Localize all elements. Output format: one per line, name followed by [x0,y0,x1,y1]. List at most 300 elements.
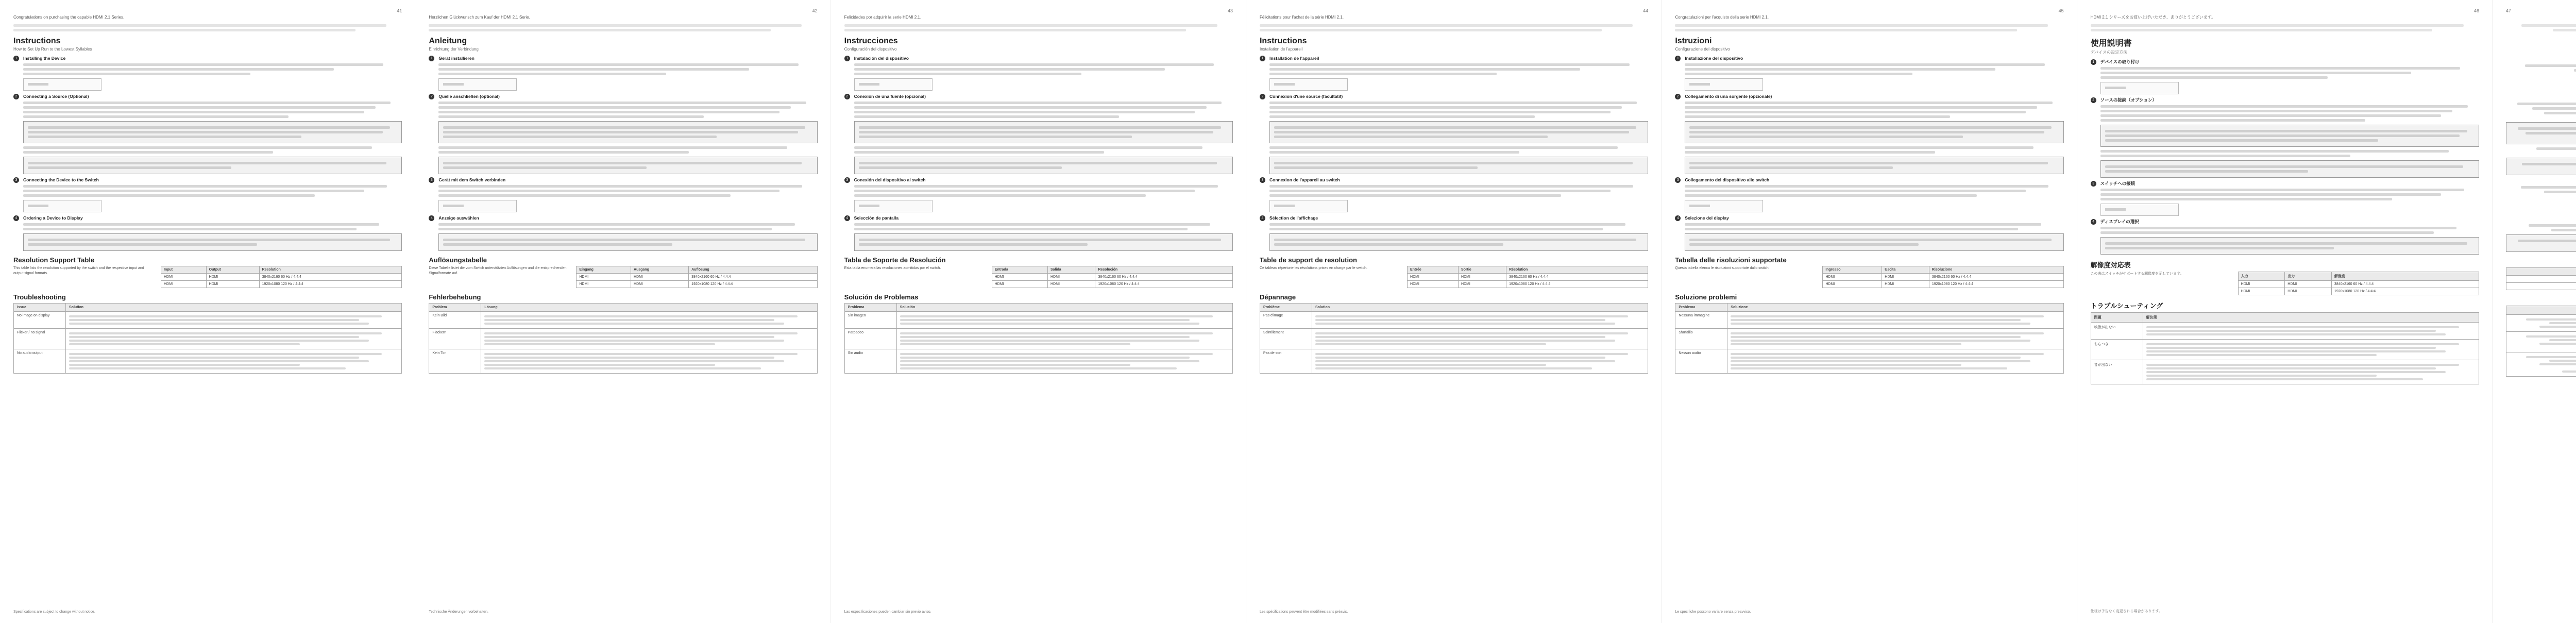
step-title: Installing the Device [23,56,66,61]
solution-cell [481,349,817,374]
note-box [1685,121,2063,143]
troubleshooting-body [2091,323,2479,384]
troubleshooting-row [2506,352,2576,377]
step-number: 3 [2091,181,2096,187]
step-block [1675,94,2063,174]
troubleshooting-column-header: Problème [1260,304,1312,312]
issue-cell: Sin imagen [844,312,896,329]
illustration [854,200,933,212]
step-number: 1 [13,56,19,61]
resolution-column-header: Eingang [577,266,631,274]
resolution-table [992,266,1233,288]
issue-cell: Flackern [429,329,481,349]
troubleshooting-body [844,312,1232,374]
step-block [1675,215,2063,251]
solution-cell [2506,332,2576,352]
step-number: 3 [13,177,19,183]
troubleshooting-row [429,329,817,349]
resolution-cell: HDMI [2238,288,2285,295]
step-block [844,177,1233,212]
page-footer: Le specifiche possono variare senza preavviso. [1675,610,1751,614]
troubleshooting-row [429,349,817,374]
resolution-description: This table lists the resolution supported by the switch and the respective input and output signal formats. [13,266,144,275]
resolution-table [1407,266,1648,288]
troubleshooting-heading [2506,295,2576,304]
resolution-header-row [992,266,1232,274]
resolution-cell: 3840x2160 60 Hz / 4:4:4 [689,274,818,281]
resolution-cell: HDMI [577,281,631,288]
troubleshooting-column-header: 問題 [2091,313,2143,323]
resolution-column-header: 出力 [2285,272,2332,281]
step-block [2506,57,2576,92]
issue-cell: Nessun audio [1675,349,1727,374]
note-box [1685,157,2063,174]
resolution-column-header: Risoluzione [1929,266,2063,274]
resolution-cell: HDMI [206,281,259,288]
step-block [13,215,402,251]
resolution-column-header: Resolution [259,266,402,274]
step-number: 1 [2091,59,2096,65]
illustration [1269,78,1348,91]
troubleshooting-row [1675,349,2063,374]
step-number: 4 [1675,215,1681,221]
page-footer: Technische Änderungen vorbehalten. [429,610,488,614]
resolution-cell: HDMI [577,274,631,281]
solution-cell [481,312,817,329]
manual-page [1662,0,2077,623]
instructions-heading: Instrucciones [844,37,898,45]
resolution-cell: 3840x2160 60 Hz / 4:4:4 [259,274,402,281]
manual-page [831,0,1246,623]
troubleshooting-body [1675,312,2063,374]
resolution-cell: HDMI [1048,274,1095,281]
troubleshooting-table [2091,312,2479,384]
resolution-cell: HDMI [1458,274,1506,281]
resolution-header-row [2238,272,2479,281]
intro-body [1260,24,1648,31]
step-block [429,177,817,212]
resolution-row [577,281,817,288]
resolution-cell [2506,283,2576,290]
resolution-heading [2506,257,2576,265]
page-number: 46 [2473,8,2479,13]
intro-text: Félicitations pour l'achat de la série HDMI 2.1. [1259,15,1344,20]
step-number: 4 [2091,219,2096,225]
troubleshooting-row [2506,332,2576,352]
resolution-cell: HDMI [1407,281,1458,288]
troubleshooting-header-row [2506,306,2576,315]
resolution-column-header: Auflösung [689,266,818,274]
instructions-subheading: How to Set Up Run to the Lowest Syllables [13,47,92,52]
step-title: Selezione del display [1685,215,1729,221]
issue-cell: ちらつき [2091,340,2143,360]
resolution-body [2238,281,2479,295]
note-box [23,233,402,251]
step-title: Connexion de l'appareil au switch [1269,177,1340,182]
note-box [854,233,1233,251]
resolution-cell: 1920x1080 120 Hz / 4:4:4 [259,281,402,288]
resolution-cell: HDMI [992,281,1047,288]
issue-cell: No image on display [14,312,66,329]
illustration [1685,200,1763,212]
step-title: Gerät mit dem Switch verbinden [438,177,506,182]
resolution-cell: HDMI [1882,281,1929,288]
issue-cell: No audio output [14,349,66,374]
troubleshooting-row [14,329,402,349]
step-block [1260,94,1648,174]
resolution-cell: HDMI [1048,281,1095,288]
instructions-heading: Istruzioni [1675,37,1712,45]
step-block [13,56,402,91]
note-box [1269,233,1648,251]
instructions-subheading: デバイスの設定方法 [2090,50,2128,55]
issue-cell: Nessuna immagine [1675,312,1727,329]
solution-cell [481,329,817,349]
step-block [2506,95,2576,175]
step-number: 1 [1260,56,1265,61]
intro-body [13,24,402,31]
instructions-subheading: Configurazione del dispositivo [1675,47,1730,52]
resolution-row [2506,276,2576,283]
manual-page [1246,0,1662,623]
resolution-description: Diese Tabelle listet die vom Switch unterstützten Auflösungen und die entsprechenden Signalformate auf. [429,266,567,275]
troubleshooting-header-row [1260,304,1648,312]
issue-cell: Flicker / no signal [14,329,66,349]
note-box [2100,125,2479,147]
step-block [429,94,817,174]
troubleshooting-row [2506,315,2576,332]
instructions-heading: Instructions [13,37,61,45]
intro-text: Herzlichen Glückwunsch zum Kauf der HDMI 2.1 Serie. [429,15,530,20]
step-block [844,56,1233,91]
step-title: Selección de pantalla [854,215,899,221]
resolution-cell: HDMI [1882,274,1929,281]
issue-cell: Parpadeo [844,329,896,349]
step-block [1260,177,1648,212]
troubleshooting-header-row [1675,304,2063,312]
resolution-cell: HDMI [1458,281,1506,288]
solution-cell [2506,315,2576,332]
illustration [23,78,101,91]
resolution-table [2506,267,2576,290]
troubleshooting-heading: Solución de Problemas [844,293,919,301]
step-number: 4 [1260,215,1265,221]
step-title: Ordering a Device to Display [23,215,83,221]
troubleshooting-heading: Troubleshooting [13,293,66,301]
troubleshooting-row [1675,312,2063,329]
resolution-header-row [1407,266,1648,274]
step-number: 4 [429,215,434,221]
resolution-body [992,274,1232,288]
resolution-header-row [161,266,402,274]
resolution-column-header: Output [206,266,259,274]
page-footer: 仕様は予告なく変更される場合があります。 [2090,610,2163,613]
note-box [2100,160,2479,178]
resolution-row [2238,288,2479,295]
resolution-column-header: Resolución [1095,266,1233,274]
resolution-heading: Tabla de Soporte de Resolución [844,256,946,264]
resolution-cell: 1920x1080 120 Hz / 4:4:4 [1095,281,1233,288]
step-block [429,56,817,91]
resolution-row [161,281,402,288]
resolution-heading: Auflösungstabelle [429,256,487,264]
instructions-heading: Anleitung [429,37,467,45]
step-number: 3 [1260,177,1265,183]
issue-cell: Pas de son [1260,349,1312,374]
step-title: Conexión de una fuente (opcional) [854,94,926,99]
resolution-column-header [2506,268,2576,276]
step-number: 2 [1260,94,1265,99]
note-box [2506,234,2576,252]
resolution-column-header: Ingresso [1823,266,1882,274]
instructions-heading: 使用説明書 [2090,39,2132,48]
troubleshooting-heading: Soluzione problemi [1675,293,1737,301]
resolution-column-header: Input [161,266,207,274]
step-block [13,94,402,174]
resolution-column-header: Salida [1048,266,1095,274]
resolution-cell: 3840x2160 60 Hz / 4:4:4 [1095,274,1233,281]
step-title: Anzeige auswählen [438,215,479,221]
step-number: 4 [13,215,19,221]
step-block [2091,97,2479,178]
note-box [23,157,402,174]
issue-cell: Kein Bild [429,312,481,329]
instructions-heading [2506,37,2576,47]
resolution-column-header: Entrée [1407,266,1458,274]
resolution-cell: 3840x2160 60 Hz / 4:4:4 [1929,274,2063,281]
illustration [2100,82,2179,94]
solution-cell [2143,360,2479,384]
troubleshooting-row [844,329,1232,349]
troubleshooting-row [14,349,402,374]
intro-body [1675,24,2063,31]
page-number: 45 [2058,8,2064,13]
step-block [1260,215,1648,251]
step-title: Instalación del dispositivo [854,56,909,61]
troubleshooting-header-row [844,304,1232,312]
solution-cell [1312,312,1648,329]
resolution-column-header: 入力 [2238,272,2285,281]
step-title: Gerät installieren [438,56,474,61]
page-footer: Specifications are subject to change without notice. [13,610,95,614]
step-block [2091,219,2479,255]
resolution-cell: HDMI [1823,274,1882,281]
resolution-table [1822,266,2063,288]
intro-text: Felicidades por adquirir la serie HDMI 2.1. [844,15,922,20]
resolution-description: Esta tabla enumera las resoluciones admitidas por el switch. [844,266,941,270]
resolution-cell: HDMI [631,281,689,288]
resolution-header-row [577,266,817,274]
page-number: 41 [397,8,402,13]
resolution-heading: Resolution Support Table [13,256,95,264]
troubleshooting-column-header: Soluzione [1727,304,2063,312]
troubleshooting-table [844,303,1233,374]
page-number: 43 [1227,8,1233,13]
intro-text [2506,14,2576,20]
step-number: 1 [1675,56,1681,61]
solution-cell [66,312,402,329]
step-number: 1 [429,56,434,61]
step-number: 2 [1675,94,1681,99]
troubleshooting-row [844,349,1232,374]
solution-cell [2143,323,2479,340]
resolution-column-header: Ausgang [631,266,689,274]
step-title: Sélection de l'affichage [1269,215,1318,221]
intro-text: Congratulazioni per l'acquisto della serie HDMI 2.1. [1675,15,1769,20]
troubleshooting-row [429,312,817,329]
resolution-body [1823,274,2063,288]
resolution-header-row [1823,266,2063,274]
note-box [854,157,1233,174]
step-title: ディスプレイの選択 [2100,219,2139,224]
illustration [23,200,101,212]
step-number: 3 [844,177,850,183]
solution-cell [896,312,1232,329]
resolution-row [161,274,402,281]
solution-cell [1312,349,1648,374]
troubleshooting-column-header: Lösung [481,304,817,312]
resolution-cell: 1920x1080 120 Hz / 4:4:4 [1506,281,1648,288]
note-box [2506,158,2576,175]
intro-text: HDMI 2.1 シリーズをお買い上げいただき、ありがとうございます。 [2090,15,2216,20]
note-box [438,121,817,143]
resolution-body [577,274,817,288]
resolution-cell: 1920x1080 120 Hz / 4:4:4 [2331,288,2479,295]
resolution-cell: HDMI [206,274,259,281]
troubleshooting-body [429,312,817,374]
resolution-column-header: Résolution [1506,266,1648,274]
instructions-subheading: Installation de l'appareil [1259,47,1303,52]
troubleshooting-body [1260,312,1648,374]
troubleshooting-header-row [429,304,817,312]
solution-cell [896,349,1232,374]
note-box [438,157,817,174]
intro-text: Congratulations on purchasing the capable HDMI 2.1 Series. [13,15,125,20]
step-title: Collegamento di una sorgente (opzionale) [1685,94,1772,99]
troubleshooting-body [2506,315,2576,377]
step-title: Collegamento del dispositivo allo switch [1685,177,1770,182]
note-box [854,121,1233,143]
resolution-header-row [2506,268,2576,276]
resolution-cell: HDMI [2238,281,2285,288]
issue-cell: Pas d'image [1260,312,1312,329]
troubleshooting-row [1675,329,2063,349]
instructions-subheading: Einrichtung der Verbindung [429,47,479,52]
solution-cell [2143,340,2479,360]
solution-cell [1727,329,2063,349]
troubleshooting-row [2091,360,2479,384]
solution-cell [1727,312,2063,329]
resolution-column-header: 解像度 [2331,272,2479,281]
step-number: 3 [1675,177,1681,183]
troubleshooting-column-header: Solution [1312,304,1648,312]
troubleshooting-table [1675,303,2063,374]
resolution-cell: 3840x2160 60 Hz / 4:4:4 [2331,281,2479,288]
intro-body [429,24,817,31]
step-title: Conexión del dispositivo al switch [854,177,926,182]
troubleshooting-table [429,303,817,374]
step-title: デバイスの取り付け [2100,59,2140,64]
troubleshooting-row [14,312,402,329]
page-number: 44 [1643,8,1649,13]
resolution-description: Questa tabella elenca le risoluzioni supportate dallo switch. [1675,266,1770,270]
resolution-row [577,274,817,281]
step-block [2091,181,2479,216]
issue-cell: Sfarfallio [1675,329,1727,349]
troubleshooting-column-header: Solution [66,304,402,312]
resolution-heading: 解像度対応表 [2090,261,2131,269]
resolution-description: Ce tableau répertorie les résolutions prises en charge par le switch. [1259,266,1367,270]
resolution-row [1407,281,1648,288]
step-title: Quelle anschließen (optional) [438,94,500,99]
resolution-body [161,274,402,288]
step-number: 4 [844,215,850,221]
troubleshooting-column-header: Solución [896,304,1232,312]
resolution-cell: HDMI [631,274,689,281]
troubleshooting-heading: Fehlerbehebung [429,293,481,301]
step-block [844,215,1233,251]
step-number: 2 [844,94,850,99]
resolution-row [2238,281,2479,288]
step-title: Connecting a Source (Optional) [23,94,89,99]
resolution-cell: HDMI [1407,274,1458,281]
step-number: 2 [13,94,19,99]
troubleshooting-column-header: Problem [429,304,481,312]
step-block [429,215,817,251]
note-box [23,121,402,143]
intro-body [2506,24,2576,31]
instructions-heading: Instructions [1259,37,1307,45]
resolution-cell: HDMI [992,274,1047,281]
step-block [844,94,1233,174]
issue-cell: Scintillement [1260,329,1312,349]
solution-cell [2506,352,2576,377]
resolution-row [992,281,1232,288]
resolution-row [1823,281,2063,288]
step-title: Connecting the Device to the Switch [23,177,99,182]
step-block [2091,59,2479,94]
troubleshooting-heading: トラブルシューティング [2090,302,2163,310]
step-block [1675,56,2063,91]
manual-page [2077,0,2493,623]
intro-body [2091,24,2479,31]
resolution-column-header: Uscita [1882,266,1929,274]
note-box [1269,157,1648,174]
resolution-table [161,266,402,288]
troubleshooting-column-header: 解決策 [2143,313,2479,323]
manual-page [415,0,831,623]
resolution-cell: HDMI [161,274,207,281]
resolution-cell: 1920x1080 120 Hz / 4:4:4 [1929,281,2063,288]
troubleshooting-row [2091,323,2479,340]
troubleshooting-header-row [2091,313,2479,323]
troubleshooting-column-header [2506,306,2576,315]
note-box [2100,237,2479,255]
step-title: ソースの接続（オプション） [2100,97,2157,103]
step-block [2506,216,2576,252]
troubleshooting-row [1260,312,1648,329]
resolution-heading: Table de support de resolution [1259,256,1357,264]
troubleshooting-table [13,303,402,374]
resolution-cell: 3840x2160 60 Hz / 4:4:4 [1506,274,1648,281]
illustration [1269,200,1348,212]
issue-cell: 音が出ない [2091,360,2143,384]
resolution-cell: HDMI [161,281,207,288]
troubleshooting-column-header: Problema [1675,304,1727,312]
solution-cell [66,329,402,349]
resolution-row [1823,274,2063,281]
step-block [1260,56,1648,91]
